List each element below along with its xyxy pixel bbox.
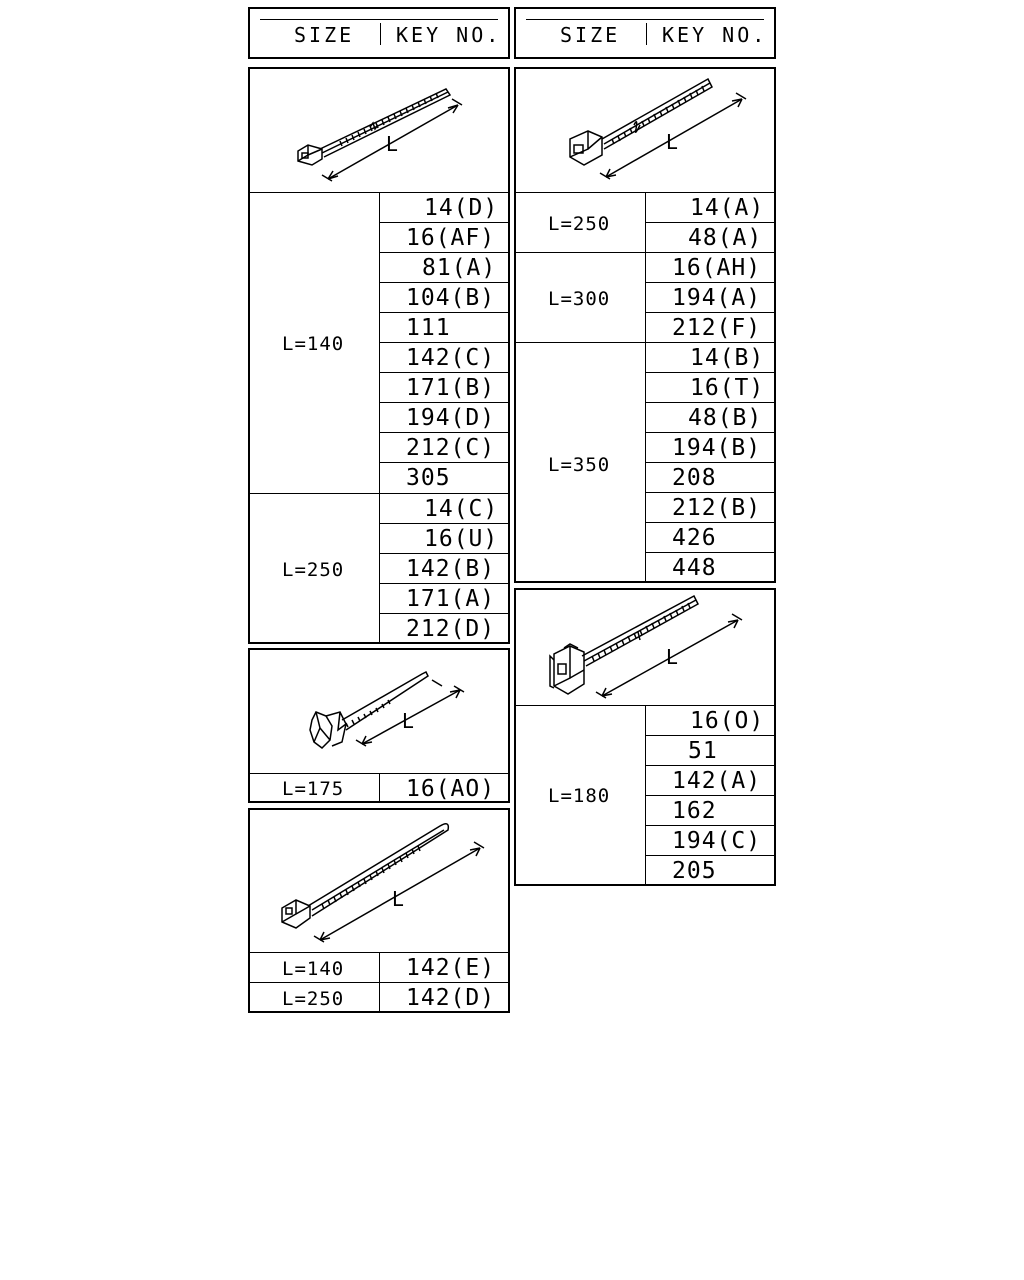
row-divider <box>646 372 774 373</box>
key-cell: 142(D) <box>406 985 496 1011</box>
key-cell: 194(A) <box>672 285 762 311</box>
row-divider <box>380 252 508 253</box>
left-part2-panel <box>248 648 510 803</box>
key-cell: 142(C) <box>406 345 496 371</box>
key-cell: 205 <box>672 858 717 884</box>
size-value: L=175 <box>282 778 345 800</box>
row-divider <box>646 312 774 313</box>
dimension-label: L <box>402 709 414 733</box>
key-cell: 16(AF) <box>406 225 496 251</box>
key-cell: 16(AH) <box>672 255 762 281</box>
size-header: SIZE <box>294 23 355 47</box>
key-cell: 16(T) <box>690 375 765 401</box>
key-cell: 142(B) <box>406 556 496 582</box>
dimension-label: L <box>392 887 404 911</box>
key-cell: 142(A) <box>672 768 762 794</box>
key-cell: 448 <box>672 555 717 581</box>
push-mount-tie-drawing <box>250 650 508 774</box>
key-cell: 208 <box>672 465 717 491</box>
size-value: L=140 <box>282 958 345 980</box>
key-cell: 212(B) <box>672 495 762 521</box>
right-header <box>514 7 776 59</box>
row-divider <box>380 282 508 283</box>
header-rule <box>526 19 764 20</box>
left-part1-panel <box>248 67 510 644</box>
size-header: SIZE <box>560 23 621 47</box>
size-value: L=180 <box>548 785 611 807</box>
header-rule <box>260 19 498 20</box>
row-divider <box>380 312 508 313</box>
row-divider <box>646 795 774 796</box>
header-separator <box>380 23 381 45</box>
row-divider <box>380 553 508 554</box>
key-cell: 48(B) <box>688 405 763 431</box>
left-header <box>248 7 510 59</box>
cable-tie-drawing <box>250 69 508 193</box>
key-cell: 81(A) <box>422 255 497 281</box>
row-divider <box>380 613 508 614</box>
row-divider <box>380 462 508 463</box>
row-divider <box>380 342 508 343</box>
key-cell: 48(A) <box>688 225 763 251</box>
size-value: L=250 <box>282 988 345 1010</box>
row-divider <box>646 552 774 553</box>
right-part2-panel <box>514 588 776 886</box>
key-cell: 194(D) <box>406 405 496 431</box>
key-cell: 194(C) <box>672 828 762 854</box>
dimension-label: L <box>386 132 398 156</box>
key-cell: 171(A) <box>406 586 496 612</box>
cable-tie-drawing <box>516 69 774 193</box>
row-divider <box>380 402 508 403</box>
row-divider <box>646 765 774 766</box>
size-value: L=250 <box>548 213 611 235</box>
key-cell: 111 <box>406 315 451 341</box>
key-cell: 212(F) <box>672 315 762 341</box>
key-cell: 16(U) <box>424 526 499 552</box>
key-cell: 426 <box>672 525 717 551</box>
row-divider <box>646 432 774 433</box>
row-divider <box>646 522 774 523</box>
row-divider <box>380 222 508 223</box>
size-value: L=140 <box>282 333 345 355</box>
dimension-label: L <box>666 130 678 154</box>
row-divider <box>380 523 508 524</box>
size-value: L=300 <box>548 288 611 310</box>
left-part3-panel <box>248 808 510 1013</box>
row-divider <box>646 735 774 736</box>
key-no-header: KEY NO. <box>662 23 768 47</box>
key-cell: 194(B) <box>672 435 762 461</box>
key-cell: 305 <box>406 465 451 491</box>
key-cell: 14(A) <box>690 195 765 221</box>
right-part1-panel <box>514 67 776 583</box>
key-cell: 51 <box>688 738 718 764</box>
row-divider <box>646 282 774 283</box>
row-divider <box>646 462 774 463</box>
row-divider <box>646 492 774 493</box>
key-cell: 16(AO) <box>406 776 496 802</box>
key-cell: 104(B) <box>406 285 496 311</box>
row-divider <box>380 372 508 373</box>
key-no-header: KEY NO. <box>396 23 502 47</box>
key-cell: 14(C) <box>424 496 499 522</box>
key-cell: 162 <box>672 798 717 824</box>
key-cell: 16(O) <box>690 708 765 734</box>
cable-tie-drawing <box>250 810 508 953</box>
key-cell: 212(D) <box>406 616 496 642</box>
dimension-label: L <box>666 645 678 669</box>
key-cell: 14(D) <box>424 195 499 221</box>
key-cell: 171(B) <box>406 375 496 401</box>
row-divider <box>646 825 774 826</box>
clip-tie-drawing <box>516 590 774 706</box>
key-cell: 212(C) <box>406 435 496 461</box>
row-divider <box>646 222 774 223</box>
key-cell: 14(B) <box>690 345 765 371</box>
size-value: L=250 <box>282 559 345 581</box>
size-value: L=350 <box>548 454 611 476</box>
key-cell: 142(E) <box>406 955 496 981</box>
row-divider <box>646 855 774 856</box>
header-separator <box>646 23 647 45</box>
row-divider <box>380 583 508 584</box>
row-divider <box>380 432 508 433</box>
row-divider <box>646 402 774 403</box>
